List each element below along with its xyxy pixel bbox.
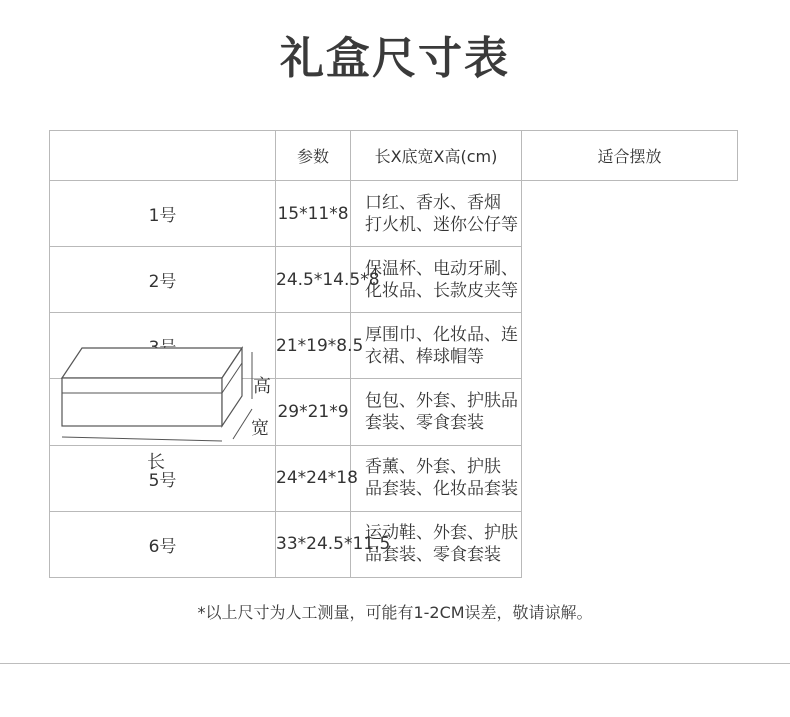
- measurement-disclaimer: *以上尺寸为人工测量，可能有1-2CM误差，敬请谅解。: [197, 603, 593, 622]
- suitable-items: [351, 511, 522, 577]
- page-title: 礼盒尺寸表: [280, 33, 510, 84]
- suitable-items-line: 口红、香水、香烟: [365, 192, 501, 213]
- suitable-items-line: 保温杯、电动牙刷、: [365, 258, 518, 279]
- suitable-items: [351, 445, 522, 511]
- table-header-row: [50, 131, 738, 181]
- header-param: 参数: [276, 131, 351, 181]
- width-dimension-line: [233, 409, 252, 439]
- height-label: 高: [253, 376, 271, 397]
- size-number: 2号: [50, 247, 276, 313]
- box-top-face: [62, 348, 242, 378]
- width-label: 宽: [251, 418, 269, 439]
- bottom-divider: [0, 663, 790, 664]
- suitable-items: [351, 181, 522, 247]
- size-dimensions: 24*24*18: [276, 445, 351, 511]
- suitable-items-line: 打火机、迷你公仔等: [365, 214, 518, 235]
- size-number: 5号: [50, 445, 276, 511]
- size-dimensions: 24.5*14.5*8: [276, 247, 351, 313]
- header-suitable-items: 适合摆放: [522, 131, 738, 181]
- size-number: 6号: [50, 511, 276, 577]
- size-dimensions: 29*21*9: [276, 379, 351, 445]
- suitable-items-line: 套装、零食套装: [365, 413, 484, 434]
- length-dimension-line: [62, 437, 222, 441]
- size-table: [49, 130, 738, 578]
- suitable-items-line: 化妆品、长款皮夹等: [365, 280, 518, 301]
- suitable-items: [351, 247, 522, 313]
- suitable-items-line: 厚围巾、化妆品、连: [365, 324, 518, 345]
- header-dimensions: 长X底宽X高(cm): [351, 131, 522, 181]
- suitable-items: [351, 313, 522, 379]
- suitable-items-line: 包包、外套、护肤品: [365, 391, 518, 412]
- gift-box-illustration: [50, 131, 276, 577]
- box-front-face: [62, 378, 222, 426]
- suitable-items: [351, 379, 522, 445]
- suitable-items-line: 品套装、化妆品套装: [365, 479, 518, 500]
- suitable-items-line: 衣裙、棒球帽等: [365, 346, 484, 367]
- suitable-items-line: 品套装、零食套装: [365, 545, 501, 566]
- length-label: 长: [147, 452, 165, 473]
- suitable-items-line: 运动鞋、外套、护肤: [365, 523, 518, 544]
- size-dimensions: 15*11*8: [276, 181, 351, 247]
- size-number: 1号: [50, 181, 276, 247]
- size-dimensions: 33*24.5*11.5: [276, 511, 351, 577]
- suitable-items-line: 香薰、外套、护肤: [365, 457, 501, 478]
- size-dimensions: 21*19*8.5: [276, 313, 351, 379]
